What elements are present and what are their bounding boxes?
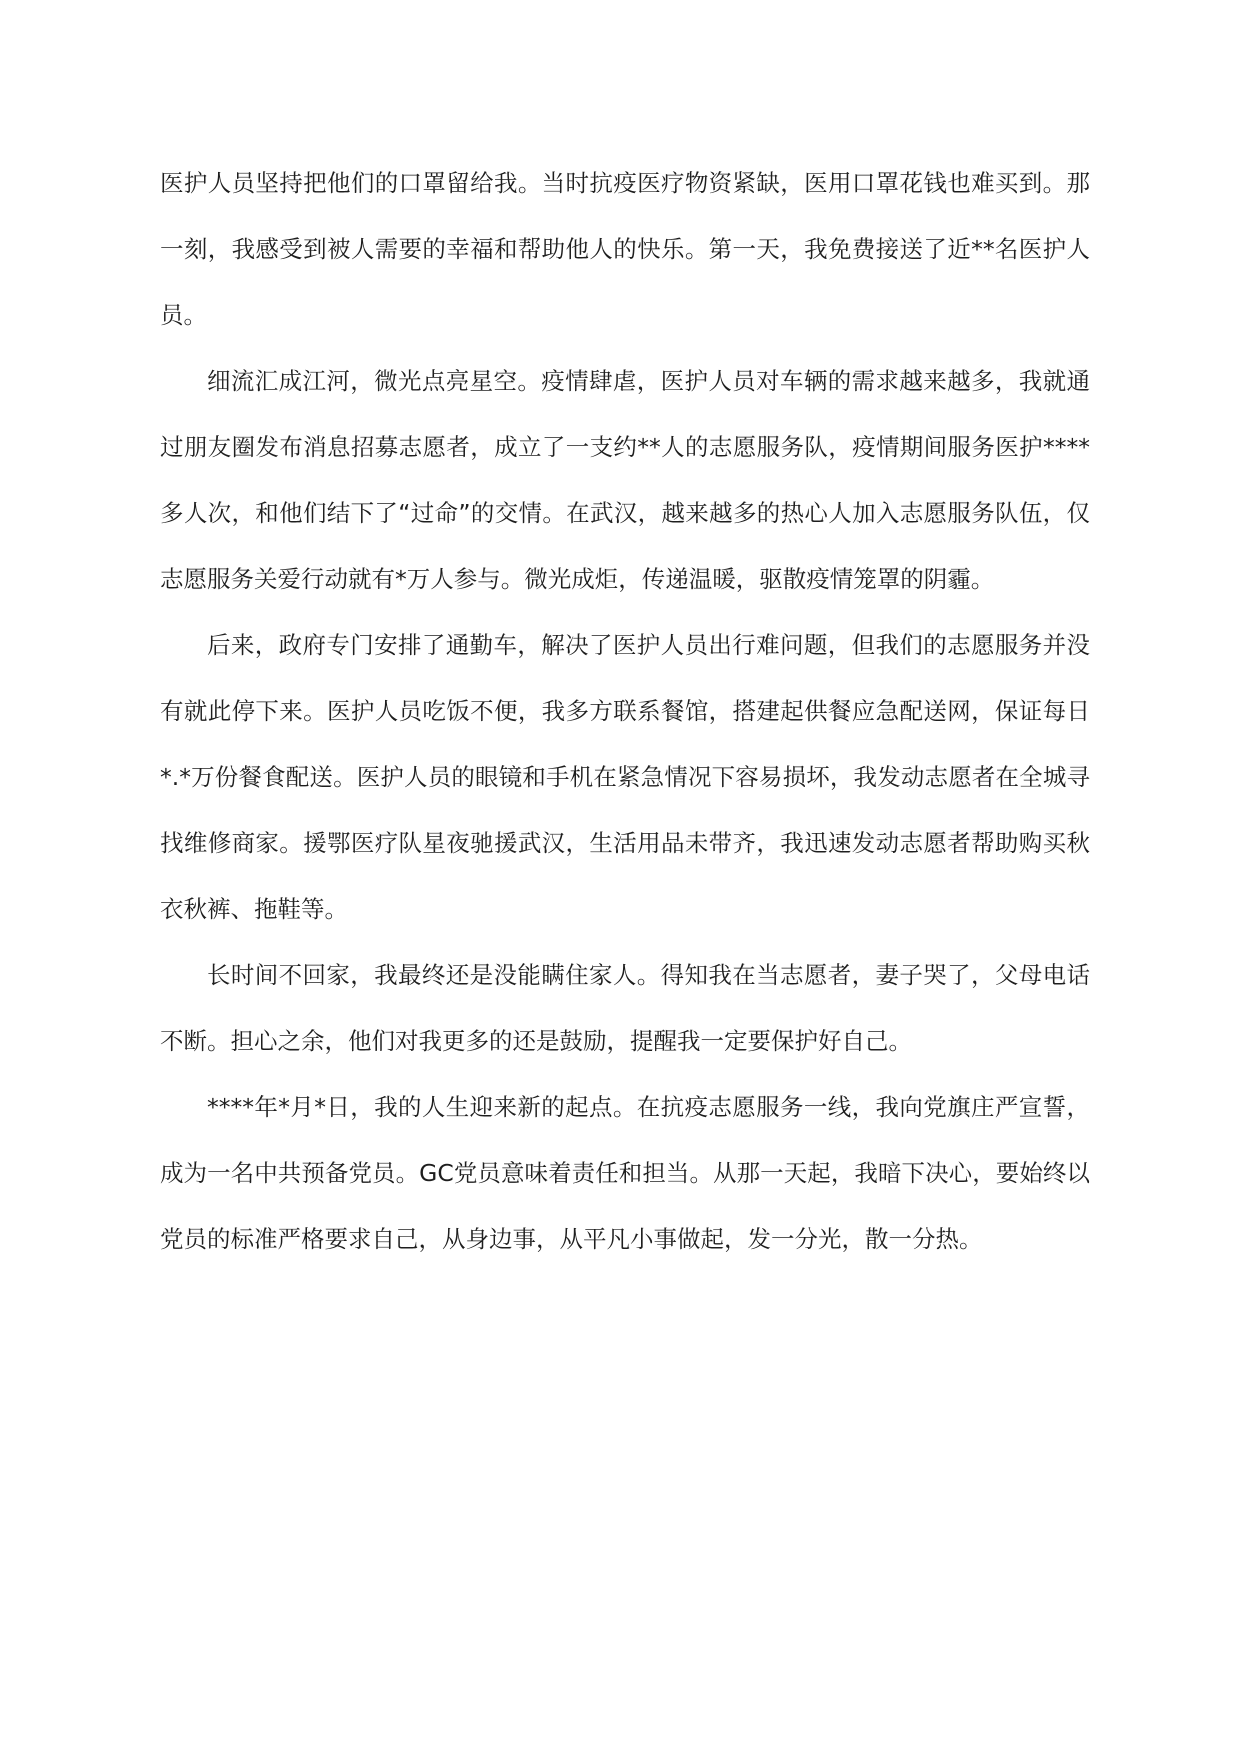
document-body xyxy=(160,150,1090,1272)
paragraph-4: 长时间不回家，我最终还是没能瞒住家人。得知我在当志愿者，妻子哭了，父母电话不断。担心之余，他们对我更多的还是鼓励，提醒我一定要保护好自己。 xyxy=(160,961,1090,1055)
paragraph-3: 后来，政府专门安排了通勤车，解决了医护人员出行难问题，但我们的志愿服务并没有就此停下来。医护人员吃饭不便，我多方联系餐馆，搭建起供餐应急配送网，保证每日*.*万份餐食配送。医护人员的眼镜和手机在紧急情况下容易损坏，我发动志愿者在全城寻找维修商家。援鄂医疗队星夜驰援武汉，生活用品未带齐，我迅速发动志愿者帮助购买秋衣秋裤、拖鞋等。 xyxy=(160,631,1090,923)
paragraph-2: 细流汇成江河，微光点亮星空。疫情肆虐，医护人员对车辆的需求越来越多，我就通过朋友圈发布消息招募志愿者，成立了一支约**人的志愿服务队，疫情期间服务医护****多人次，和他们结下了“过命”的交情。在武汉，越来越多的热心人加入志愿服务队伍，仅志愿服务关爱行动就有*万人参与。微光成炬，传递温暖，驱散疫情笼罩的阴霾。 xyxy=(160,367,1090,593)
paragraph-5: ****年*月*日，我的人生迎来新的起点。在抗疫志愿服务一线，我向党旗庄严宣誓，成为一名中共预备党员。GC党员意味着责任和担当。从那一天起，我暗下决心，要始终以党员的标准严格要求自己，从身边事，从平凡小事做起，发一分光，散一分热。 xyxy=(160,1093,1090,1253)
paragraph-1: 医护人员坚持把他们的口罩留给我。当时抗疫医疗物资紧缺，医用口罩花钱也难买到。那一刻，我感受到被人需要的幸福和帮助他人的快乐。第一天，我免费接送了近**名医护人员。 xyxy=(160,169,1090,329)
